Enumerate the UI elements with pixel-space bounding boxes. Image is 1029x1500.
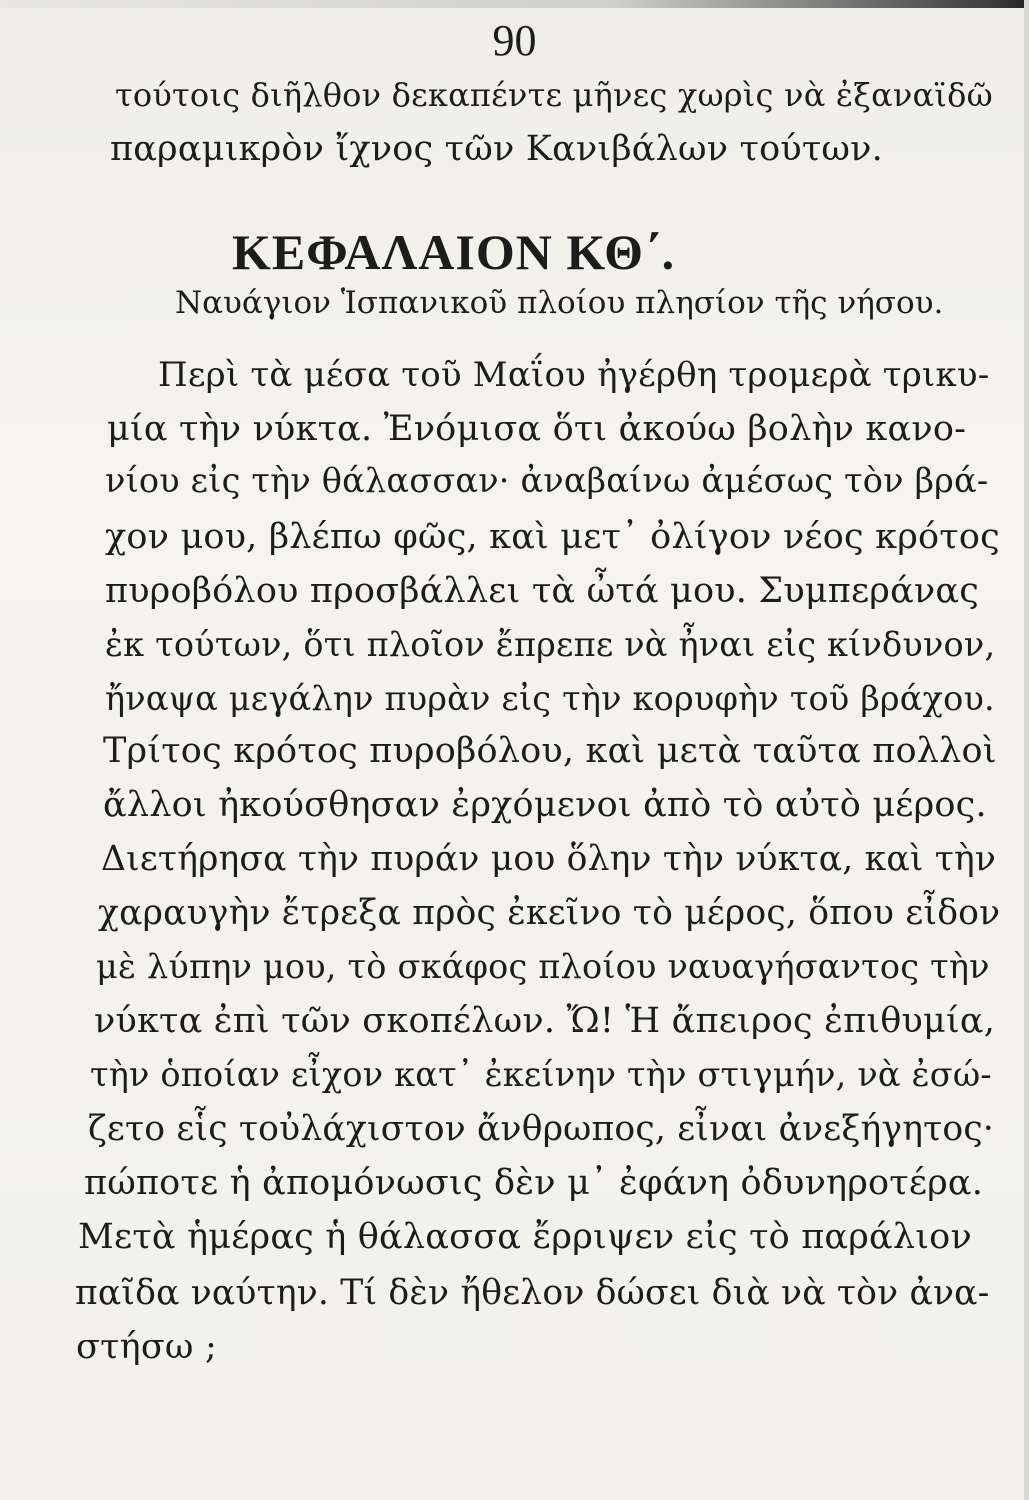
chapter-subtitle: Ναυάγιον Ἱσπανικοῦ πλοίου πλησίον τῆς νήσου. bbox=[175, 285, 944, 321]
text-line: νίου εἰς τὴν θάλασσαν· ἀναβαίνω ἀμέσως τὸν βρά- bbox=[105, 461, 989, 500]
text-line: μὲ λύπην μου, τὸ σκάφος πλοίου ναυαγήσαντος τὴν bbox=[96, 947, 990, 986]
text-line: χαραυγὴν ἔτρεξα πρὸς ἐκεῖνο τὸ μέρος, ὅπου εἶδον bbox=[98, 893, 1001, 933]
text-line: παῖδα ναύτην. Τί δὲν ἤθελον δώσει διὰ νὰ τὸν ἀνα- bbox=[75, 1273, 990, 1313]
text-line: ἤναψα μεγάλην πυρὰν εἰς τὴν κορυφὴν τοῦ βράχου. bbox=[105, 679, 995, 718]
page-number: 90 bbox=[492, 16, 537, 65]
text-line: Διετήρησα τὴν πυράν μου ὅλην τὴν νύκτα, καὶ τὴν bbox=[101, 839, 997, 879]
text-line: Μετὰ ἡμέρας ἡ θάλασσα ἔρριψεν εἰς τὸ παράλιον bbox=[78, 1217, 972, 1257]
page-right-edge bbox=[1024, 0, 1029, 1500]
text-line: χον μου, βλέπω φῶς, καὶ μετ᾿ ὀλίγον νέος κρότος bbox=[105, 517, 1000, 557]
text-line: νύκτα ἐπὶ τῶν σκοπέλων. Ὤ! Ἡ ἄπειρος ἐπιθυμία, bbox=[94, 1001, 996, 1041]
text-line: ἄλλοι ἠκούσθησαν ἐρχόμενοι ἀπὸ τὸ αὐτὸ μέρος. bbox=[103, 785, 987, 825]
text-line: μία τὴν νύκτα. Ἐνόμισα ὅτι ἀκούω βολὴν κανο- bbox=[107, 409, 967, 449]
text-line: Τρίτος κρότος πυροβόλου, καὶ μετὰ ταῦτα πολλοὶ bbox=[103, 731, 997, 771]
text-line: πυροβόλου προσβάλλει τὰ ὦτά μου. Συμπεράνας bbox=[105, 571, 980, 611]
text-line: ζετο εἷς τοὐλάχιστον ἄνθρωπος, εἶναι ἀνεξήγητος· bbox=[88, 1109, 995, 1149]
page-top-edge bbox=[0, 0, 1029, 8]
text-line: Περὶ τὰ μέσα τοῦ Μαΐου ἠγέρθη τρομερὰ τρικυ- bbox=[158, 355, 990, 395]
text-line: τὴν ὁποίαν εἶχον κατ᾿ ἐκείνην τὴν στιγμήν, νὰ ἐσώ- bbox=[90, 1055, 992, 1094]
text-line: τούτοις διῆλθον δεκαπέντε μῆνες χωρὶς νὰ ἐξαναϊδῶ bbox=[115, 76, 993, 114]
text-line: πώποτε ἡ ἀπομόνωσις δὲν μ᾿ ἐφάνη ὀδυνηροτέρα. bbox=[84, 1163, 984, 1203]
text-line: στήσω ; bbox=[76, 1327, 217, 1367]
chapter-title: ΚΕΦΑΛΑΙΟΝ ΚΘ΄. bbox=[232, 224, 676, 280]
text-line: ἐκ τούτων, ὅτι πλοῖον ἔπρεπε νὰ ἦναι εἰς κίνδυνον, bbox=[105, 625, 996, 664]
text-line: παραμικρὸν ἴχνος τῶν Κανιβάλων τούτων. bbox=[110, 129, 883, 169]
